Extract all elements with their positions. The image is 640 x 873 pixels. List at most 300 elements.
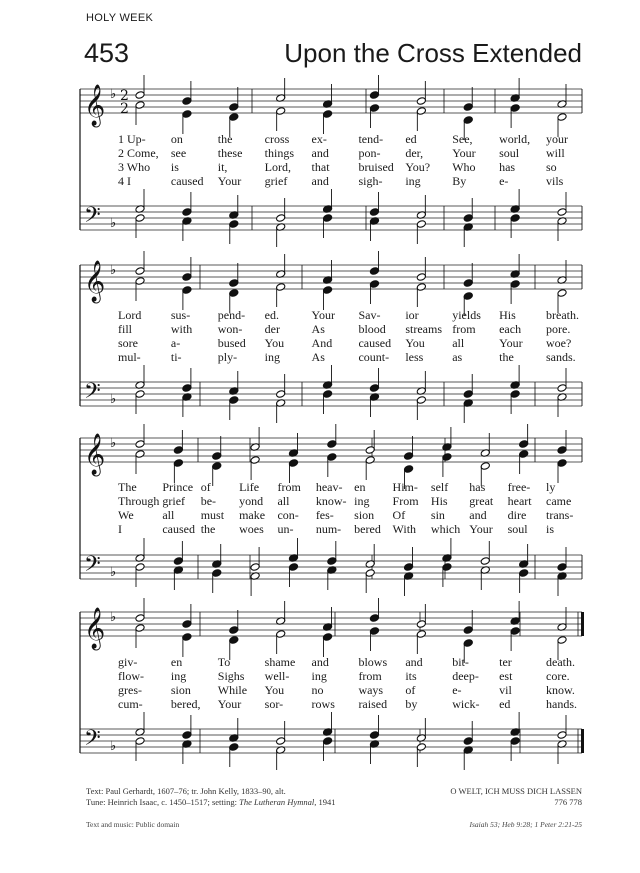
- lyric-syllable: You: [264, 683, 285, 697]
- lyric-syllable: sus-: [170, 308, 191, 322]
- lyric-syllable: soul: [499, 146, 520, 160]
- lyric-syllable: un-: [277, 522, 294, 536]
- lyric-syllable: Sighs: [217, 669, 245, 683]
- lyric-syllable: mul-: [118, 350, 141, 364]
- lyric-syllable: and: [469, 508, 487, 522]
- lyric-syllable: pend-: [217, 308, 246, 322]
- lyric-syllable: We: [118, 508, 134, 522]
- lyric-syllable: ed.: [264, 308, 279, 322]
- soprano-note: [182, 620, 192, 629]
- lyric-syllable: which: [430, 522, 461, 536]
- lyric-syllable: by: [405, 697, 418, 711]
- soprano-note: [369, 614, 379, 623]
- lyric-syllable: all: [162, 508, 175, 522]
- tenor-note: [557, 384, 567, 393]
- bass-note: [135, 390, 145, 399]
- lyric-syllable: raised: [358, 697, 388, 711]
- lyric-syllable: e-: [499, 174, 509, 188]
- lyric-syllable: ex-: [311, 132, 327, 146]
- tenor-note: [369, 731, 379, 740]
- alto-note: [463, 116, 473, 125]
- lyric-syllable: num-: [315, 522, 342, 536]
- lyric-syllable: well-: [264, 669, 290, 683]
- lyric-syllable: yond: [239, 494, 264, 508]
- alto-note: [182, 286, 192, 295]
- soprano-note: [557, 446, 567, 455]
- lyric-syllable: all: [277, 494, 290, 508]
- lyric-syllable: on: [170, 132, 183, 146]
- soprano-note: [403, 452, 413, 461]
- lyric-syllable: it,: [217, 160, 228, 174]
- lyric-syllable: Your: [217, 174, 242, 188]
- lyrics-line: [0, 308, 640, 322]
- tenor-note: [463, 214, 473, 223]
- alto-note: [182, 633, 192, 642]
- lyrics-line: [0, 494, 640, 508]
- lyric-syllable: flow-: [118, 669, 144, 683]
- lyric-syllable: You?: [405, 160, 431, 174]
- lyric-syllable: ing: [264, 350, 280, 364]
- bass-note: [135, 563, 145, 572]
- lyric-syllable: As: [311, 350, 325, 364]
- alto-note: [250, 456, 260, 465]
- soprano-note: [463, 103, 473, 112]
- lyric-syllable: bered: [354, 522, 381, 536]
- alto-note: [480, 462, 490, 471]
- tune-name: O WELT, ICH MUSS DICH LASSEN: [450, 786, 582, 796]
- lyric-syllable: con-: [277, 508, 299, 522]
- lyric-syllable: 4 I: [118, 174, 131, 188]
- alto-note: [229, 289, 239, 298]
- lyric-syllable: bused: [217, 336, 246, 350]
- soprano-note: [365, 446, 375, 455]
- alto-note: [276, 630, 286, 639]
- lyric-syllable: and: [311, 146, 329, 160]
- bass-note: [510, 214, 520, 223]
- bass-note: [135, 214, 145, 223]
- time-signature-bottom: 2: [120, 101, 129, 117]
- lyric-syllable: grief: [162, 494, 186, 508]
- lyric-syllable: tend-: [358, 132, 384, 146]
- bass-note: [510, 390, 520, 399]
- lyric-syllable: no: [311, 683, 324, 697]
- alto-note: [229, 636, 239, 645]
- lyric-syllable: His: [430, 494, 448, 508]
- soprano-note: [463, 626, 473, 635]
- alto-note: [182, 110, 192, 119]
- flat-key-signature-icon: ♭: [110, 392, 117, 407]
- lyric-syllable: and: [311, 174, 329, 188]
- lyric-syllable: know-: [315, 494, 347, 508]
- bass-note: [416, 220, 426, 229]
- alto-note: [322, 633, 332, 642]
- lyric-syllable: en: [170, 655, 183, 669]
- treble-clef-icon: 𝄞: [84, 608, 106, 649]
- lyric-syllable: bruised: [358, 160, 394, 174]
- bass-note: [229, 220, 239, 229]
- lyric-syllable: as: [452, 350, 463, 364]
- bass-note: [510, 737, 520, 746]
- lyric-syllable: core.: [546, 669, 570, 683]
- bass-note: [229, 396, 239, 405]
- alto-note: [463, 639, 473, 648]
- flat-key-signature-icon: ♭: [110, 565, 117, 580]
- lyric-syllable: ing: [311, 669, 327, 683]
- tune-info: [450, 786, 582, 808]
- lyric-syllable: From: [392, 494, 419, 508]
- lyric-syllable: fill: [118, 322, 132, 336]
- alto-note: [557, 113, 567, 122]
- tenor-note: [182, 208, 192, 217]
- lyric-syllable: As: [311, 322, 325, 336]
- lyric-syllable: so: [546, 160, 557, 174]
- lyric-syllable: know.: [546, 683, 575, 697]
- lyric-syllable: has: [469, 480, 486, 494]
- lyric-syllable: vils: [546, 174, 564, 188]
- soprano-note: [229, 103, 239, 112]
- soprano-note: [463, 279, 473, 288]
- alto-note: [173, 459, 183, 468]
- lyric-syllable: has: [499, 160, 516, 174]
- lyric-syllable: of: [200, 480, 211, 494]
- lyric-syllable: cum-: [118, 697, 143, 711]
- flat-key-signature-icon: ♭: [110, 436, 117, 451]
- lyric-syllable: caused: [358, 336, 392, 350]
- soprano-note: [229, 279, 239, 288]
- flat-key-signature-icon: ♭: [110, 263, 117, 278]
- lyric-syllable: pon-: [358, 146, 381, 160]
- lyric-syllable: Who: [452, 160, 476, 174]
- credits: [86, 786, 335, 808]
- soprano-note: [135, 440, 145, 449]
- bass-note: [322, 214, 332, 223]
- lyric-syllable: free-: [507, 480, 531, 494]
- lyric-syllable: from: [358, 669, 382, 683]
- lyric-syllable: And: [311, 336, 333, 350]
- flat-key-signature-icon: ♭: [110, 610, 117, 625]
- bass-note: [519, 569, 529, 578]
- lyric-syllable: caused: [162, 522, 196, 536]
- lyric-syllable: from: [277, 480, 301, 494]
- bass-note: [135, 737, 145, 746]
- lyric-syllable: sin: [430, 508, 445, 522]
- lyric-syllable: be-: [200, 494, 217, 508]
- alto-note: [403, 465, 413, 474]
- lyric-syllable: your: [546, 132, 568, 146]
- lyric-syllable: blows: [358, 655, 388, 669]
- alto-note: [229, 113, 239, 122]
- soprano-note: [135, 267, 145, 276]
- lyric-syllable: ly: [546, 480, 556, 494]
- lyric-syllable: 3 Who: [118, 160, 151, 174]
- alto-note: [369, 280, 379, 289]
- tenor-note: [173, 557, 183, 566]
- lyric-syllable: woe?: [546, 336, 572, 350]
- lyric-syllable: cross: [264, 132, 290, 146]
- lyric-syllable: Life: [239, 480, 260, 494]
- alto-note: [557, 636, 567, 645]
- tenor-note: [463, 737, 473, 746]
- soprano-note: [229, 626, 239, 635]
- lyric-syllable: To: [217, 655, 231, 669]
- lyric-syllable: sore: [118, 336, 138, 350]
- lyric-syllable: You: [264, 336, 285, 350]
- lyrics-line: [0, 522, 640, 536]
- alto-note: [327, 453, 337, 462]
- tenor-note: [369, 208, 379, 217]
- lyric-syllable: Lord: [118, 308, 142, 322]
- lyric-syllable: shame: [264, 655, 296, 669]
- tenor-note: [369, 384, 379, 393]
- tenor-note: [276, 390, 286, 399]
- hymn-number: 453: [84, 38, 130, 68]
- lyric-syllable: Your: [217, 697, 242, 711]
- lyric-syllable: I: [118, 522, 122, 536]
- alto-note: [135, 450, 145, 459]
- lyric-syllable: sands.: [546, 350, 576, 364]
- lyric-syllable: is: [170, 160, 179, 174]
- lyric-syllable: Of: [392, 508, 406, 522]
- lyric-syllable: hands.: [546, 697, 577, 711]
- lyric-syllable: came: [546, 494, 572, 508]
- tenor-note: [463, 390, 473, 399]
- lyric-syllable: yields: [452, 308, 481, 322]
- lyric-syllable: blood: [358, 322, 386, 336]
- alto-note: [510, 280, 520, 289]
- flat-key-signature-icon: ♭: [110, 87, 117, 102]
- lyric-syllable: heart: [507, 494, 532, 508]
- lyric-syllable: ior: [405, 308, 419, 322]
- soprano-note: [327, 440, 337, 449]
- lyric-syllable: deep-: [452, 669, 479, 683]
- alto-note: [463, 292, 473, 301]
- lyric-syllable: grief: [264, 174, 288, 188]
- lyric-syllable: ing: [170, 669, 187, 683]
- lyric-syllable: must: [200, 508, 225, 522]
- lyric-syllable: these: [217, 146, 243, 160]
- lyric-syllable: of: [405, 683, 416, 697]
- lyric-syllable: heav-: [315, 480, 343, 494]
- alto-note: [519, 450, 529, 459]
- lyric-syllable: Your: [469, 522, 493, 536]
- lyric-syllable: Your: [499, 336, 523, 350]
- alto-note: [365, 456, 375, 465]
- alto-note: [135, 101, 145, 110]
- lyric-syllable: Him-: [392, 480, 418, 494]
- lyric-syllable: each: [499, 322, 522, 336]
- bass-clef-icon: 𝄢: [84, 203, 101, 233]
- tenor-note: [403, 563, 413, 572]
- final-barline-thick: [581, 729, 584, 753]
- soprano-note: [212, 452, 222, 461]
- tune-credit: Tune: Heinrich Isaac, c. 1450–1517; setting: The Lutheran Hymnal, 1941: [86, 797, 336, 807]
- lyric-syllable: make: [239, 508, 266, 522]
- lyrics-line: [0, 508, 640, 522]
- lyric-syllable: woes: [239, 522, 264, 536]
- lyric-syllable: sigh-: [358, 174, 383, 188]
- lyrics-line: [0, 669, 640, 683]
- alto-note: [369, 104, 379, 113]
- lyric-syllable: the: [200, 522, 216, 536]
- lyric-syllable: the: [499, 350, 514, 364]
- flat-key-signature-icon: ♭: [110, 739, 117, 754]
- time-signature-top: 2: [120, 88, 129, 104]
- alto-note: [369, 627, 379, 636]
- lyric-syllable: der: [264, 322, 280, 336]
- treble-clef-icon: 𝄞: [84, 434, 106, 475]
- lyric-syllable: trans-: [546, 508, 574, 522]
- lyric-syllable: great: [469, 494, 494, 508]
- lyrics-line: [0, 350, 640, 364]
- alto-note: [276, 283, 286, 292]
- lyric-syllable: 1 Up-: [118, 132, 146, 146]
- soprano-note: [182, 97, 192, 106]
- lyrics-line: [0, 160, 640, 174]
- soprano-note: [369, 267, 379, 276]
- lyric-syllable: pore.: [546, 322, 571, 336]
- soprano-note: [519, 440, 529, 449]
- lyric-syllable: and: [311, 655, 329, 669]
- lyric-syllable: By: [452, 174, 467, 188]
- tenor-note: [557, 731, 567, 740]
- lyric-syllable: count-: [358, 350, 390, 364]
- section-label: HOLY WEEK: [86, 12, 154, 24]
- lyric-syllable: Your: [452, 146, 476, 160]
- lyric-syllable: rows: [311, 697, 335, 711]
- lyric-syllable: will: [546, 146, 565, 160]
- lyric-syllable: You: [405, 336, 425, 350]
- hymn-title: Upon the Cross Extended: [284, 38, 582, 68]
- lyric-syllable: bered,: [170, 697, 201, 711]
- lyric-syllable: self: [430, 480, 449, 494]
- lyric-syllable: vil: [499, 683, 512, 697]
- lyric-syllable: wick-: [452, 697, 480, 711]
- text-credit: Text: Paul Gerhardt, 1607–76; tr. John Kelly, 1833–90, alt.: [86, 786, 286, 796]
- lyric-syllable: Prince: [162, 480, 194, 494]
- soprano-note: [182, 273, 192, 282]
- bass-note: [229, 743, 239, 752]
- alto-note: [416, 283, 426, 292]
- lyric-syllable: streams: [405, 322, 442, 336]
- lyric-syllable: est: [499, 669, 513, 683]
- tenor-note: [182, 384, 192, 393]
- lyric-syllable: fes-: [315, 508, 334, 522]
- lyric-syllable: The: [118, 480, 137, 494]
- lyric-syllable: Lord,: [264, 160, 291, 174]
- lyric-syllable: sion: [354, 508, 375, 522]
- lyric-syllable: ing: [354, 494, 370, 508]
- tenor-note: [557, 563, 567, 572]
- bass-clef-icon: 𝄢: [84, 379, 101, 409]
- alto-note: [288, 459, 298, 468]
- tenor-note: [276, 737, 286, 746]
- lyrics-line: [0, 480, 640, 494]
- alto-note: [135, 624, 145, 633]
- lyric-syllable: With: [392, 522, 417, 536]
- alto-note: [442, 453, 452, 462]
- lyric-syllable: dire: [507, 508, 527, 522]
- tenor-note: [557, 208, 567, 217]
- lyric-syllable: world,: [499, 132, 531, 146]
- lyric-syllable: en: [354, 480, 366, 494]
- lyrics-line: [0, 336, 640, 350]
- tenor-note: [480, 557, 490, 566]
- alto-note: [322, 110, 332, 119]
- lyric-syllable: See,: [452, 132, 473, 146]
- lyric-syllable: caused: [170, 174, 204, 188]
- bass-clef-icon: 𝄢: [84, 552, 101, 582]
- lyric-syllable: Through: [118, 494, 160, 508]
- lyric-syllable: its: [405, 669, 417, 683]
- lyric-syllable: ter: [499, 655, 512, 669]
- bass-note: [416, 743, 426, 752]
- lyric-syllable: the: [217, 132, 233, 146]
- lyric-syllable: ed: [405, 132, 417, 146]
- lyric-syllable: ed: [499, 697, 511, 711]
- alto-note: [557, 459, 567, 468]
- lyrics-line: [0, 683, 640, 697]
- final-barline-thick: [581, 612, 584, 636]
- alto-note: [557, 289, 567, 298]
- lyrics-line: [0, 655, 640, 669]
- lyric-syllable: e-: [452, 683, 462, 697]
- soprano-note: [416, 620, 426, 629]
- bass-note: [442, 563, 452, 572]
- tenor-note: [250, 563, 260, 572]
- lyric-syllable: soul: [507, 522, 528, 536]
- lyric-syllable: ing: [405, 174, 421, 188]
- lyric-syllable: is: [546, 522, 555, 536]
- soprano-note: [173, 446, 183, 455]
- flat-key-signature-icon: ♭: [110, 216, 117, 231]
- lyric-syllable: that: [311, 160, 330, 174]
- lyric-syllable: death.: [546, 655, 575, 669]
- lyrics-line: [0, 146, 640, 160]
- lyric-syllable: a-: [170, 336, 181, 350]
- lyrics-line: [0, 174, 640, 188]
- lyric-syllable: While: [217, 683, 248, 697]
- soprano-note: [369, 91, 379, 100]
- treble-clef-icon: 𝄞: [84, 261, 106, 302]
- meter: 776 778: [554, 797, 582, 807]
- lyrics-line: [0, 697, 640, 711]
- alto-note: [416, 107, 426, 116]
- scripture-references: Isaiah 53; Heb 9:28; 1 Peter 2:21-25: [469, 820, 582, 829]
- alto-note: [276, 107, 286, 116]
- lyric-syllable: 2 Come,: [118, 146, 159, 160]
- bass-note: [416, 396, 426, 405]
- lyric-syllable: ti-: [170, 350, 182, 364]
- alto-note: [416, 630, 426, 639]
- lyric-syllable: ply-: [217, 350, 238, 364]
- lyric-syllable: His: [499, 308, 516, 322]
- lyric-syllable: Your: [311, 308, 336, 322]
- lyric-syllable: breath.: [546, 308, 579, 322]
- copyright: Text and music: Public domain: [86, 820, 180, 829]
- lyrics-line: [0, 322, 640, 336]
- lyric-syllable: with: [170, 322, 193, 336]
- lyric-syllable: things: [264, 146, 294, 160]
- soprano-note: [416, 273, 426, 282]
- lyric-syllable: bit-: [452, 655, 469, 669]
- alto-note: [212, 462, 222, 471]
- bass-note: [288, 563, 298, 572]
- lyric-syllable: from: [452, 322, 476, 336]
- soprano-note: [135, 614, 145, 623]
- lyric-syllable: and: [405, 655, 423, 669]
- tenor-note: [276, 214, 286, 223]
- alto-note: [135, 277, 145, 286]
